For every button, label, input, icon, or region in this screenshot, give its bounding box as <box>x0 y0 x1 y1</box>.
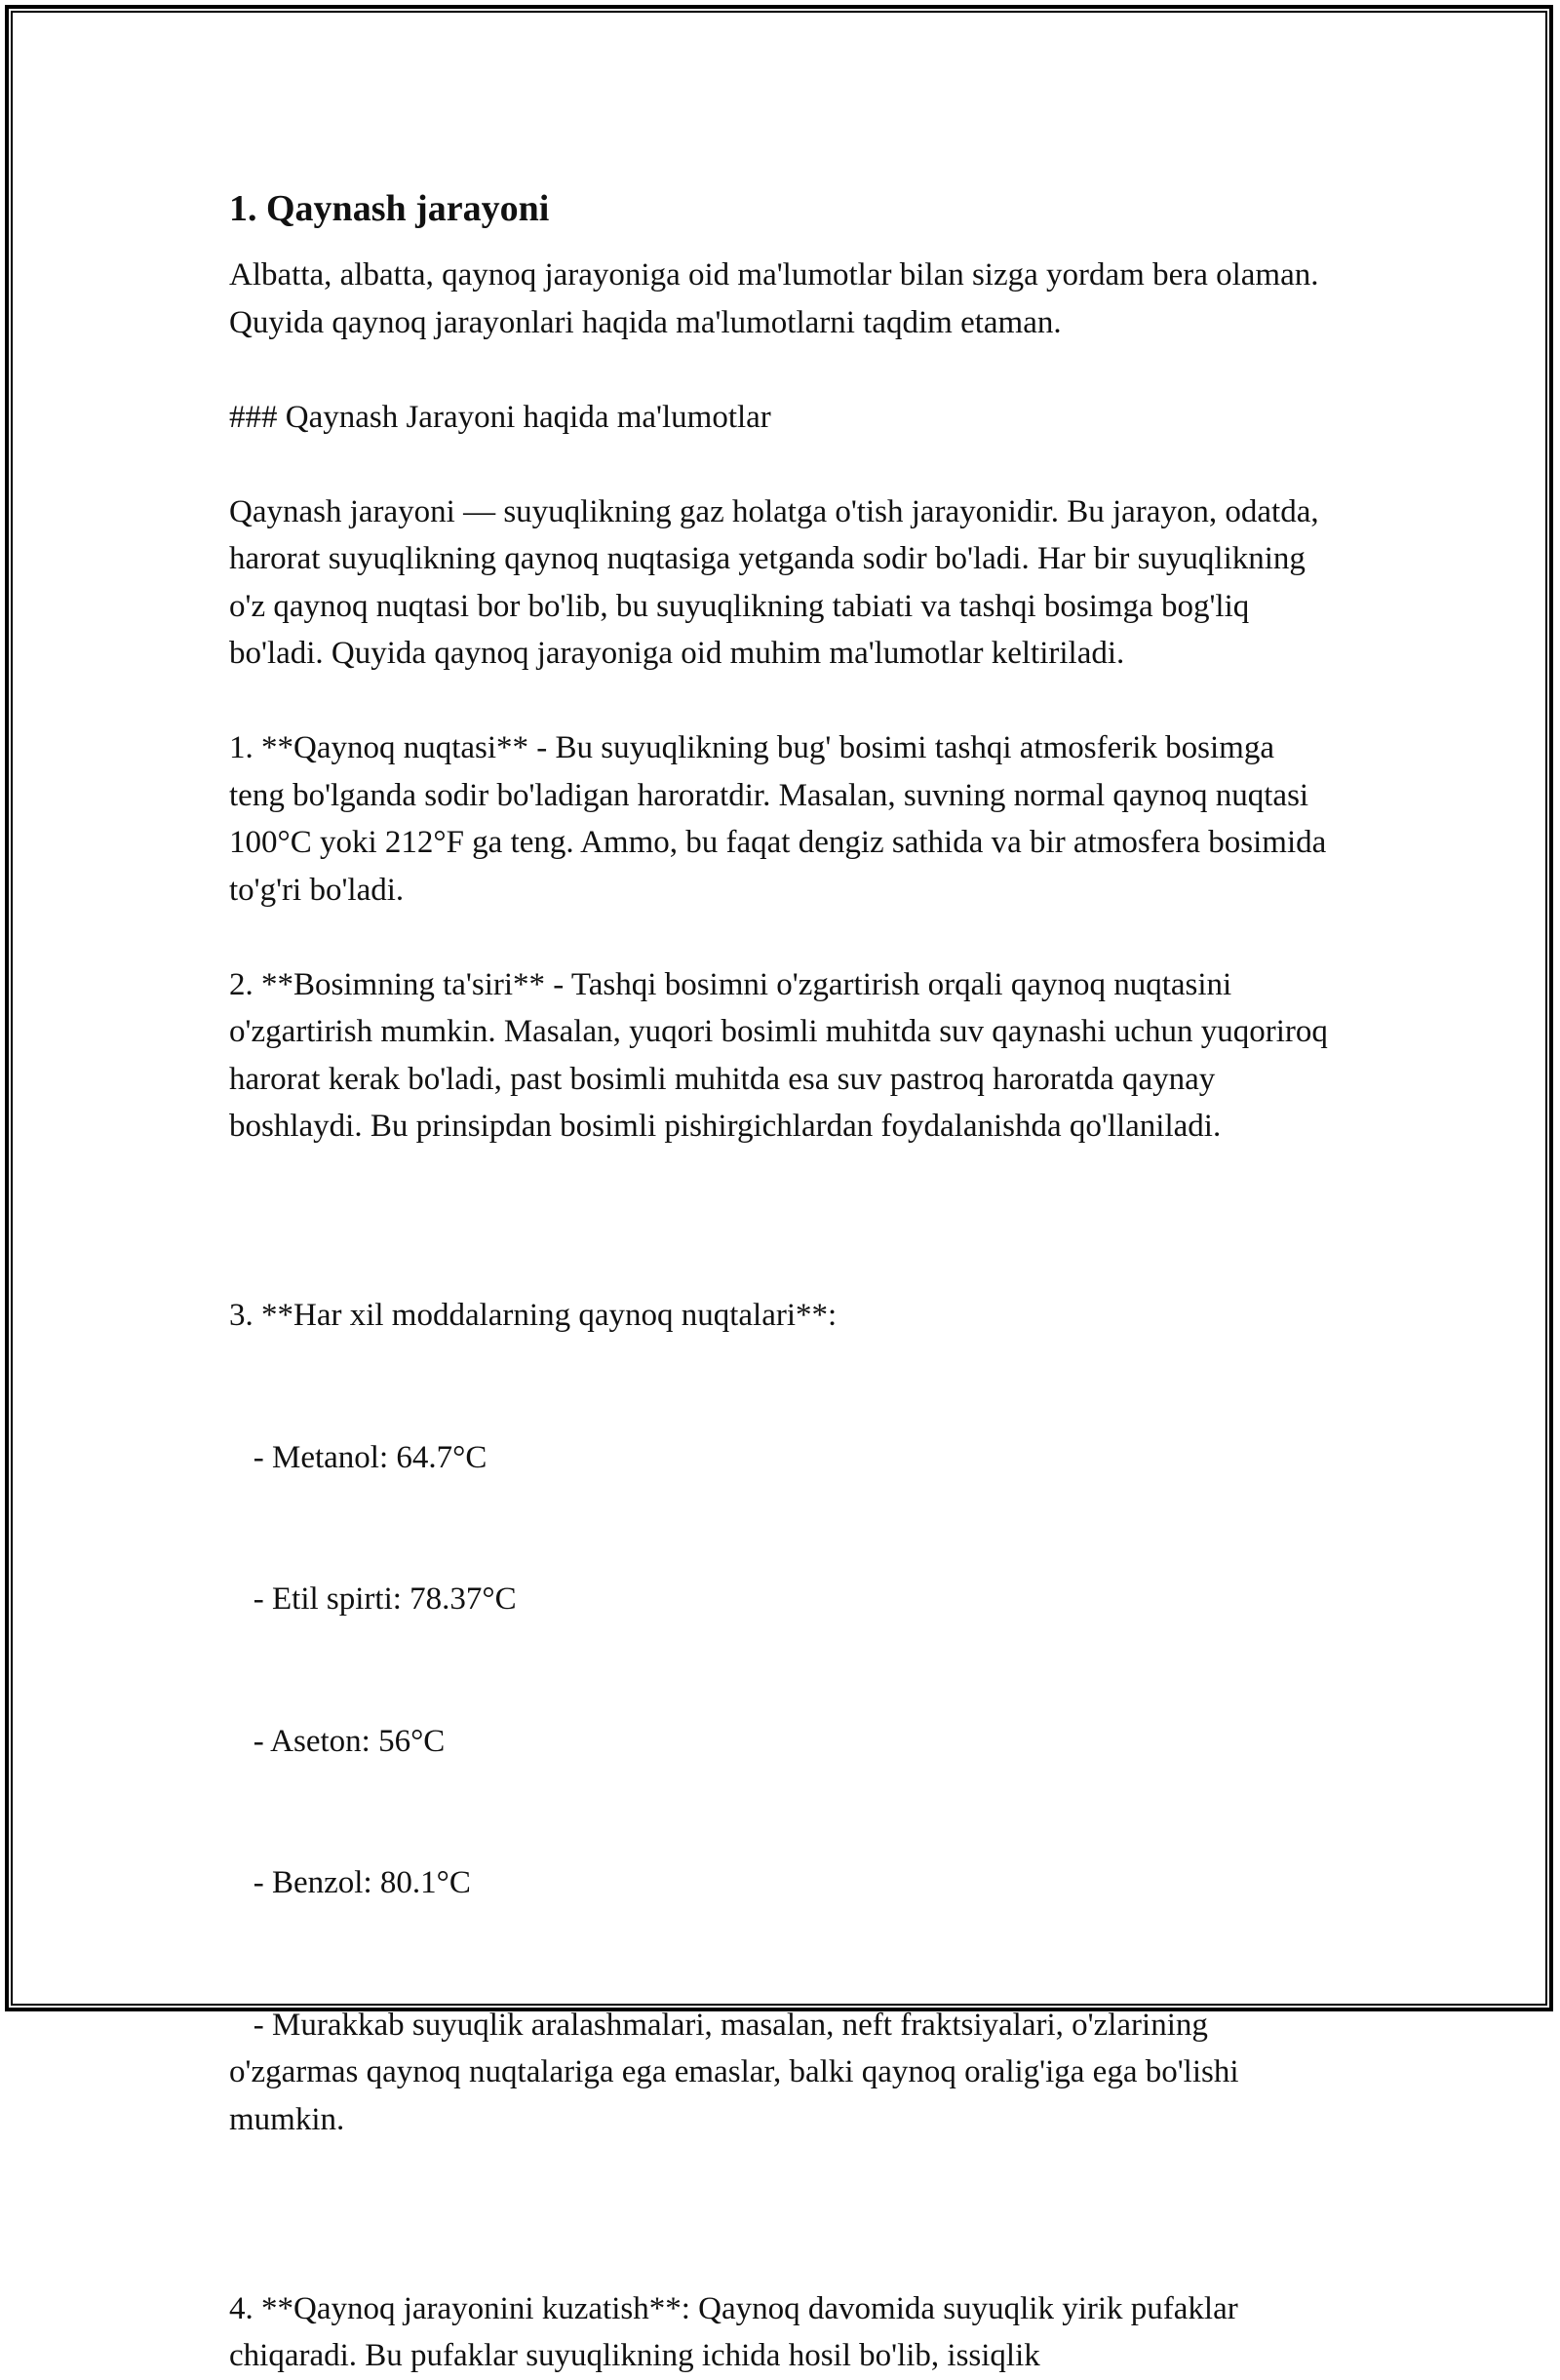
section-heading: 1. Qaynash jarayoni <box>229 188 550 229</box>
definition-paragraph: Qaynash jarayoni — suyuqlikning gaz holatga o'tish jarayonidir. Bu jarayon, odatda, harorat suyuqlikning qaynoq nuqtasiga yetganda sodir bo'ladi. Har bir suyuqlikning o'z qaynoq nuqtasi bor bo'lib, bu suyuqlikning tabiati va tashqi bosimga bog'liq bo'ladi. Quyida qaynoq jarayoniga oid muhim ma'lumotlar keltiriladi. <box>229 493 1327 671</box>
list-item-benzol: - Benzol: 80.1°C <box>229 1865 471 1900</box>
document-body <box>229 181 1336 2380</box>
list-item-etil-spirti: - Etil spirti: 78.37°C <box>229 1581 517 1617</box>
list-item-metanol: - Metanol: 64.7°C <box>229 1439 488 1475</box>
subheading-paragraph: ### Qaynash Jarayoni haqida ma'lumotlar <box>229 399 771 435</box>
item-2-paragraph: 2. **Bosimning ta'siri** - Tashqi bosimni o'zgartirish orqali qaynoq nuqtasini o'zgartirish mumkin. Masalan, yuqori bosimli muhitda suv qaynashi uchun yuqoriroq harorat kerak bo'ladi, past bosimli muhitda esa suv pastroq haroratda qaynay boshlaydi. Bu prinsipdan bosimli pishirgichlardan foydalanishda qo'llaniladi. <box>229 966 1337 1144</box>
item-3-block <box>229 1197 1336 2238</box>
item-3-title: 3. **Har xil moddalarning qaynoq nuqtalari**: <box>229 1298 838 1333</box>
item-4-paragraph: 4. **Qaynoq jarayonini kuzatish**: Qaynoq davomida suyuqlik yirik pufaklar chiqaradi. Bu pufaklar suyuqlikning ichida hosil bo'lib, issiqlik <box>229 2290 1246 2373</box>
list-item-aseton: - Aseton: 56°C <box>229 1723 446 1759</box>
list-item-mixtures: - Murakkab suyuqlik aralashmalari, masalan, neft fraktsiyalari, o'zlarining o'zgarmas qaynoq nuqtalariga ega emaslar, balki qaynoq oralig'iga ega bo'lishi mumkin. <box>229 2007 1247 2137</box>
item-1-paragraph: 1. **Qaynoq nuqtasi** - Bu suyuqlikning bug' bosimi tashqi atmosferik bosimga teng bo'lganda sodir bo'ladigan haroratdir. Masalan, suvning normal qaynoq nuqtasi 100°C yoki 212°F ga teng. Ammo, bu faqat dengiz sathida va bir atmosfera bosimida to'g'ri bo'ladi. <box>229 730 1335 908</box>
intro-paragraph: Albatta, albatta, qaynoq jarayoniga oid ma'lumotlar bilan sizga yordam bera olaman. Quyida qaynoq jarayonlari haqida ma'lumotlarni taqdim etaman. <box>229 257 1327 340</box>
